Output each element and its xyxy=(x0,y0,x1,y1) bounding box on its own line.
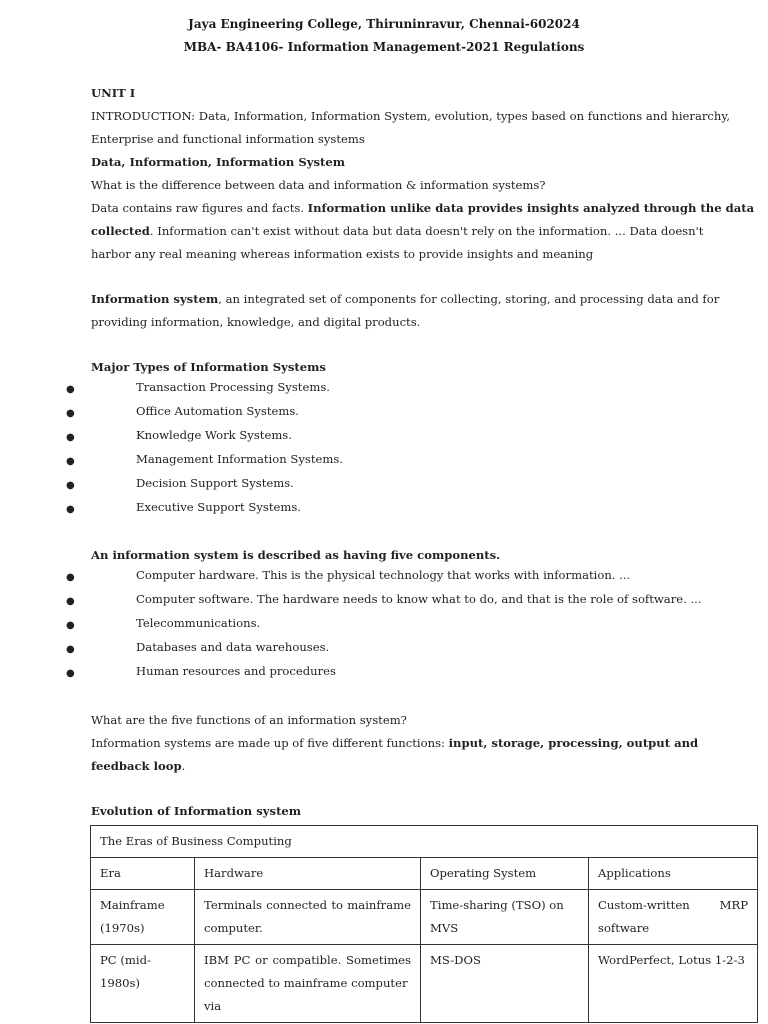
column-header-applications: Applications xyxy=(589,858,758,890)
operating-system-cell: Time-sharing (TSO) on MVS xyxy=(421,890,589,945)
column-header-operating-system: Operating System xyxy=(421,858,589,890)
bullet-icon: ● xyxy=(66,432,75,443)
applications-cell: Custom-written MRP software xyxy=(589,890,758,945)
hardware-cell: Terminals connected to mainframe computer. xyxy=(195,890,421,945)
intro-line-2: Enterprise and functional information systems xyxy=(91,132,365,146)
column-header-era: Era xyxy=(91,858,195,890)
document-page: Jaya Engineering College, Thiruninravur, Chennai-602024 MBA- BA4106- Information Management-2021 Regulations UNIT I INTRODUCTION: Data, Information, Information System, evolution, types based on functions and hierarchy, Enterprise and functional information systems Data, Information, Information System What is the difference between data and information & information systems? Data contains raw figures and facts. Information unlike data provides insights analyzed through the data collected. Information can't exist without data but data doesn't rely on the information. ... Data doesn't harbor any real meaning whereas information exists to provide insights and meaning Information system, an integrated set of components for collecting, storing, and processing data and for providing information, knowledge, and digital products. Major Types of Information Systems ● Transaction Processing Systems. ● Office Automation Systems. ● Knowledge Work Systems. ● Management Information Systems. ● Decision Support Systems. ● Executive Support Systems. An information system is described as having five components. ● Computer hardware. This is the physical technology that works with information. ... ● Computer software. The hardware needs to know what to do, and that is the role of software. ... ● Telecommunications. ● Databases and data warehouses. ● Human resources and procedures What are the five functions of an information system? Information systems are made up of five different functions: input, storage, processing, output and feedback loop. Evolution of Information system The Eras of Business Computing Era Hardware Operating System Applications Mainframe (1970s) Terminals connected to mainframe computer. Time-sharing (TSO) on MVS Custom-written MRP software PC (mid-1980s) IBM PC or compatible. Sometimes connected to mainframe computer via MS-DOS WordPerfect, Lotus 1-2-3 xyxy=(0,0,768,1024)
bullet-icon: ● xyxy=(66,572,75,583)
applications-cell: WordPerfect, Lotus 1-2-3 xyxy=(589,945,758,1023)
data-paragraph-line-3: harbor any real meaning whereas information exists to provide insights and meaning xyxy=(91,247,594,261)
course-header: MBA- BA4106- Information Management-2021 Regulations xyxy=(183,40,585,54)
table-title-row xyxy=(91,826,758,858)
bullet-icon: ● xyxy=(66,480,75,491)
bullet-icon: ● xyxy=(66,504,75,515)
unit-title: UNIT I xyxy=(91,86,136,100)
data-paragraph-line-2: collected. Information can't exist without data but data doesn't rely on the information. ... Data doesn't xyxy=(91,224,704,238)
table-row xyxy=(91,890,758,945)
table-header-row xyxy=(91,858,758,890)
eras-table xyxy=(90,825,758,1023)
bullet-icon: ● xyxy=(66,456,75,467)
bullet-icon: ● xyxy=(66,384,75,395)
difference-question: What is the difference between data and information & information systems? xyxy=(91,178,546,192)
bullet-icon: ● xyxy=(66,620,75,631)
intro-line-1: INTRODUCTION: Data, Information, Information System, evolution, types based on functions and hierarchy, xyxy=(91,109,731,123)
column-header-hardware: Hardware xyxy=(195,858,421,890)
table-title: The Eras of Business Computing xyxy=(91,826,758,858)
bullet-icon: ● xyxy=(66,668,75,679)
table-row xyxy=(91,945,758,1023)
bullet-icon: ● xyxy=(66,408,75,419)
bullet-icon: ● xyxy=(66,644,75,655)
functions-line-1: Information systems are made up of five different functions: input, storage, processing, output and xyxy=(91,736,699,750)
era-cell: PC (mid-1980s) xyxy=(91,945,195,1023)
evolution-heading: Evolution of Information system xyxy=(91,804,302,818)
components-heading: An information system is described as having five components. xyxy=(91,548,501,562)
functions-line-2: feedback loop. xyxy=(91,759,186,773)
data-paragraph-line-1: Data contains raw figures and facts. Information unlike data provides insights analyzed through the data xyxy=(91,201,755,215)
bullet-icon: ● xyxy=(66,596,75,607)
college-header: Jaya Engineering College, Thiruninravur, Chennai-602024 xyxy=(188,17,580,31)
section-heading-data-information: Data, Information, Information System xyxy=(91,155,346,169)
functions-question: What are the five functions of an information system? xyxy=(91,713,407,727)
info-system-line-1: Information system, an integrated set of components for collecting, storing, and processing data and for xyxy=(91,292,720,306)
major-types-heading: Major Types of Information Systems xyxy=(91,360,326,374)
hardware-cell: IBM PC or compatible. Sometimes connected to mainframe computer via xyxy=(195,945,421,1023)
info-system-line-2: providing information, knowledge, and digital products. xyxy=(91,315,421,329)
operating-system-cell: MS-DOS xyxy=(421,945,589,1023)
era-cell: Mainframe (1970s) xyxy=(91,890,195,945)
